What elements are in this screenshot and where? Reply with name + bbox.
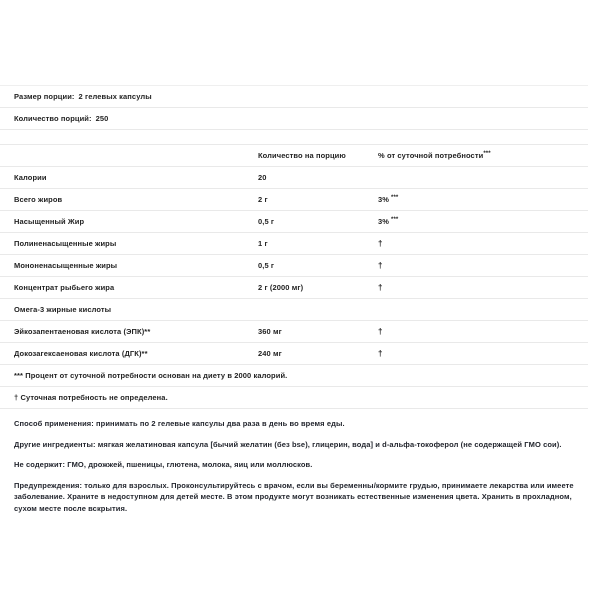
column-header-daily-value bbox=[378, 151, 576, 160]
nutrient-name: Омега-3 жирные кислоты bbox=[14, 305, 112, 314]
nutrient-amount: 240 мг bbox=[258, 349, 282, 358]
nutrient-daily-value bbox=[378, 283, 576, 292]
servings-count-value: 250 bbox=[95, 114, 109, 123]
servings-count-label: Количество порций: bbox=[14, 114, 92, 123]
note-paragraph: Другие ингредиенты: мягкая желатиновая капсула [бычий желатин (без bse), глицерин, вода] и d-альфа-токоферол (не содержащей ГМО сои). bbox=[14, 439, 562, 449]
footnote-text: † Суточная потребность не определена. bbox=[14, 393, 168, 402]
dagger-symbol: † bbox=[378, 349, 383, 358]
column-header-amount: Количество на порцию bbox=[258, 151, 346, 160]
nutrient-name: Полиненасыщенные жиры bbox=[14, 239, 117, 248]
daily-value-text: 3% bbox=[378, 217, 390, 226]
footnote-text: *** Процент от суточной потребности основан на диету в 2000 калорий. bbox=[14, 371, 288, 380]
notes-block bbox=[0, 408, 588, 514]
servings-count-text bbox=[14, 114, 108, 123]
nutrient-daily-value bbox=[378, 217, 576, 226]
nutrient-amount: 2 г (2000 мг) bbox=[258, 283, 304, 292]
table-spacer bbox=[0, 129, 588, 144]
table-header-row bbox=[0, 144, 588, 166]
table-row bbox=[0, 276, 588, 298]
table-row bbox=[0, 188, 588, 210]
table-row bbox=[0, 320, 588, 342]
nutrient-name: Докозагексаеновая кислота (ДГК)** bbox=[14, 349, 148, 358]
nutrient-name: Калории bbox=[14, 173, 47, 182]
serving-size-row bbox=[0, 85, 588, 107]
servings-per-container-row bbox=[0, 107, 588, 129]
note-paragraph: Предупреждения: только для взрослых. Проконсультируйтесь с врачом, если вы беременны/кормите грудью, принимаете лекарства или имеете заболевание. Храните в недоступном для детей месте. В этом продукте могут возникать естественные изменения цвета. Хранить в прохладном, сухом месте после вскрытия. bbox=[14, 480, 574, 513]
dagger-symbol: † bbox=[378, 239, 383, 248]
nutrient-amount: 360 мг bbox=[258, 327, 282, 336]
nutrient-amount: 1 г bbox=[258, 239, 268, 248]
table-row bbox=[0, 210, 588, 232]
column-header-daily-value-text: % от суточной потребности bbox=[378, 151, 484, 160]
nutrient-daily-value bbox=[378, 261, 576, 270]
daily-value-marker: *** bbox=[391, 194, 399, 201]
footnote-row bbox=[0, 364, 588, 386]
nutrient-amount: 20 bbox=[258, 173, 267, 182]
daily-value-marker: *** bbox=[391, 216, 399, 223]
serving-size-text bbox=[14, 92, 152, 101]
nutrient-rows bbox=[0, 166, 600, 364]
nutrient-amount: 0,5 г bbox=[258, 217, 275, 226]
nutrient-daily-value bbox=[378, 349, 576, 358]
nutrient-name: Концентрат рыбьего жира bbox=[14, 283, 115, 292]
note-paragraph: Способ применения: принимать по 2 гелевые капсулы два раза в день во время еды. bbox=[14, 419, 345, 428]
nutrient-daily-value bbox=[378, 239, 576, 248]
footnote-rows bbox=[0, 364, 600, 408]
nutrient-name: Всего жиров bbox=[14, 195, 63, 204]
table-row bbox=[0, 254, 588, 276]
nutrient-daily-value bbox=[378, 195, 576, 204]
column-header-daily-value-marker: *** bbox=[483, 150, 491, 157]
dagger-symbol: † bbox=[378, 261, 383, 270]
nutrient-daily-value bbox=[378, 327, 576, 336]
nutrient-name: Мононенасыщенные жиры bbox=[14, 261, 118, 270]
table-row bbox=[0, 232, 588, 254]
nutrient-amount: 2 г bbox=[258, 195, 268, 204]
daily-value-text: 3% bbox=[378, 195, 390, 204]
table-row bbox=[0, 342, 588, 364]
serving-size-label: Размер порции: bbox=[14, 92, 75, 101]
footnote-row bbox=[0, 386, 588, 408]
dagger-symbol: † bbox=[378, 327, 383, 336]
table-row bbox=[0, 298, 588, 320]
note-paragraph: Не содержит: ГМО, дрожжей, пшеницы, глютена, молока, яиц или моллюсков. bbox=[14, 460, 313, 469]
dagger-symbol: † bbox=[378, 283, 383, 292]
table-row bbox=[0, 166, 588, 188]
serving-size-value: 2 гелевых капсулы bbox=[78, 92, 152, 101]
nutrient-amount: 0,5 г bbox=[258, 261, 275, 270]
nutrient-name: Эйкозапентаеновая кислота (ЭПК)** bbox=[14, 327, 151, 336]
nutrient-name: Насыщенный Жир bbox=[14, 217, 85, 226]
